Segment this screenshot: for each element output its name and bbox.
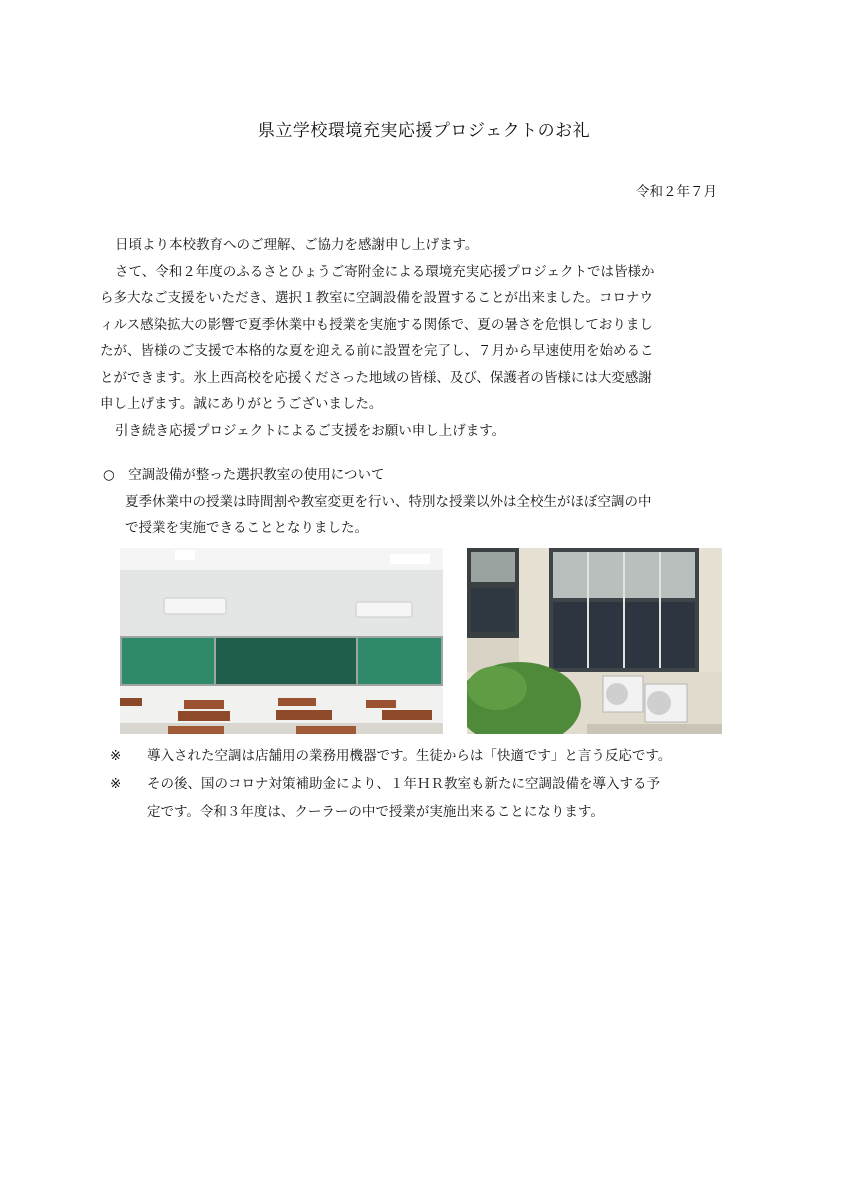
paragraph-line: たが、皆様のご支援で本格的な夏を迎える前に設置を完了し、７月から早速使用を始めるこ — [100, 343, 654, 359]
note-text: 導入された空調は店舗用の業務用機器です。生徒からは「快適です」と言う反応です。 — [147, 748, 672, 764]
section-body — [125, 489, 755, 541]
classroom-photo — [120, 548, 443, 734]
body-text — [100, 232, 750, 444]
page-title: 県立学校環境充実応援プロジェクトのお礼 — [257, 121, 591, 141]
note-mark: ※ — [110, 748, 122, 764]
exterior-photo — [467, 548, 722, 734]
paragraph-line: さて、令和２年度のふるさとひょうご寄附金による環境充実応援プロジェクトでは皆様か — [115, 263, 655, 280]
note-item — [110, 770, 760, 798]
paragraph-line: とができます。氷上西高校を応援くださった地域の皆様、及び、保護者の皆様には大変感謝 — [100, 369, 652, 386]
note-continuation: 定です。令和３年度は、クーラーの中で授業が実施出来ることになります。 — [147, 804, 604, 820]
note-item — [110, 742, 760, 770]
paragraph-line: ィルス感染拡大の影響で夏季休業中も授業を実施する関係で、夏の暑さを危惧しておりまし — [100, 316, 653, 333]
paragraph-line: 申し上げます。誠にありがとうございました。 — [100, 396, 383, 412]
paragraph-line: ら多大なご支援をいただき、選択１教室に空調設備を設置することが出来ました。コロナウ — [100, 290, 653, 306]
paragraph-line: 日頃より本校教育へのご理解、ご協力を感謝申し上げます。 — [115, 237, 479, 253]
document-date: 令和２年７月 — [636, 184, 717, 200]
section-heading: ○ 空調設備が整った選択教室の使用について — [103, 467, 385, 483]
section-line: 夏季休業中の授業は時間割や教室変更を行い、特別な授業以外は全校生がほぼ空調の中 — [125, 494, 652, 510]
note-text: その後、国のコロナ対策補助金により、１年ＨＲ教室も新たに空調設備を導入する予 — [147, 776, 660, 792]
paragraph-line: 引き続き応援プロジェクトによるご支援をお願い申し上げます。 — [115, 422, 506, 439]
notes-list — [110, 742, 760, 826]
note-mark: ※ — [110, 776, 122, 792]
section-line: で授業を実施できることとなりました。 — [125, 520, 368, 536]
